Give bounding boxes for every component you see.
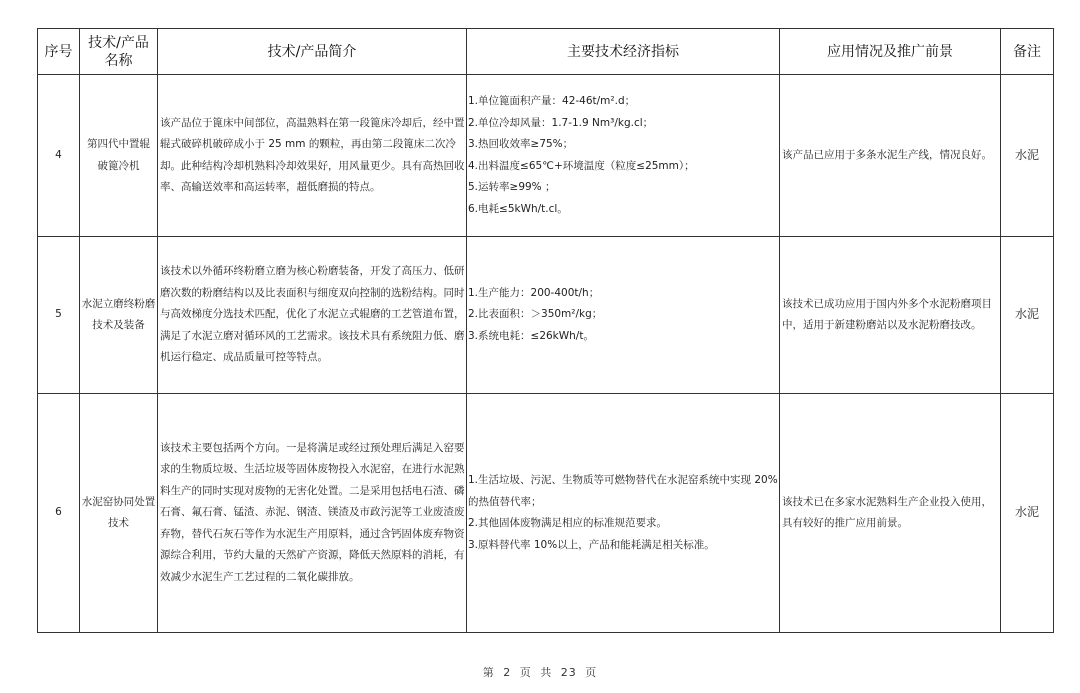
table-row [38, 394, 1054, 633]
row-note: 水泥 [1001, 237, 1054, 394]
table-row [38, 75, 1054, 237]
footer-label-ye: 页 [519, 666, 532, 679]
row-note: 水泥 [1001, 394, 1054, 633]
header-seq: 序号 [38, 29, 80, 75]
row-name: 水泥立磨终粉磨技术及装备 [80, 237, 158, 394]
row-seq: 4 [38, 75, 80, 237]
row-note: 水泥 [1001, 75, 1054, 237]
row-desc: 该技术以外循环终粉磨立磨为核心粉磨装备，开发了高压力、低研磨次数的粉磨结构以及比表面积与细度双向控制的选粉结构。同时与高效梯度分选技术匹配，优化了水泥立式辊磨的工艺管道布置，满足了水泥立磨对循环风的工艺需求。该技术具有系统阻力低、磨机运行稳定、成品质量可控等特点。 [158, 237, 467, 394]
row-desc: 该技术主要包括两个方向。一是将满足或经过预处理后满足入窑要求的生物质垃圾、生活垃圾等固体废物投入水泥窑，在进行水泥熟料生产的同时实现对废物的无害化处置。二是采用包括电石渣、磷石膏、氟石膏、锰渣、赤泥、钢渣、镁渣及市政污泥等工业废渣废弃物，替代石灰石等作为水泥生产用原料，通过含钙固体废弃物资源综合利用，节约大量的天然矿产资源，降低天然原料的消耗，有效减少水泥生产工艺过程的二氧化碳排放。 [158, 394, 467, 633]
header-application: 应用情况及推广前景 [780, 29, 1001, 75]
page-footer [0, 664, 1080, 680]
technology-table [37, 28, 1054, 633]
table-header-row [38, 29, 1054, 75]
header-name: 技术/产品 名称 [80, 29, 158, 75]
footer-page-number: 2 [503, 666, 512, 679]
footer-label-gong: 共 [540, 666, 553, 679]
row-seq: 6 [38, 394, 80, 633]
row-application: 该技术已在多家水泥熟料生产企业投入使用，具有较好的推广应用前景。 [780, 394, 1001, 633]
row-application: 该技术已成功应用于国内外多个水泥粉磨项目中，适用于新建粉磨站以及水泥粉磨技改。 [780, 237, 1001, 394]
row-application: 该产品已应用于多条水泥生产线，情况良好。 [780, 75, 1001, 237]
row-seq: 5 [38, 237, 80, 394]
row-name: 第四代中置辊 破篦冷机 [80, 75, 158, 237]
header-note: 备注 [1001, 29, 1054, 75]
row-name: 水泥窑协同处置技术 [80, 394, 158, 633]
footer-label-di: 第 [482, 666, 495, 679]
row-indicators: 1.生产能力：200-400t/h； 2.比表面积：＞350m²/kg； 3.系统电耗：≤26kWh/t。 [467, 237, 780, 394]
header-desc: 技术/产品简介 [158, 29, 467, 75]
footer-label-ye-total: 页 [585, 666, 598, 679]
row-desc: 该产品位于篦床中间部位，高温熟料在第一段篦床冷却后，经中置辊式破碎机破碎成小于 25 mm 的颗粒，再由第二段篦床二次冷却。此种结构冷却机熟料冷却效果好，用风量更少。具有高热回收率、高输送效率和高运转率，超低磨损的特点。 [158, 75, 467, 237]
footer-total-pages: 23 [560, 666, 577, 679]
row-indicators: 1.单位篦面积产量：42-46t/m².d； 2.单位冷却风量：1.7-1.9 Nm³/kg.cl； 3.热回收效率≥75%； 4.出料温度≤65℃+环境温度（粒度≤25mm）； 5.运转率≥99% ； 6.电耗≤5kWh/t.cl。 [467, 75, 780, 237]
header-indicators: 主要技术经济指标 [467, 29, 780, 75]
table-row [38, 237, 1054, 394]
row-indicators: 1.生活垃圾、污泥、生物质等可燃物替代在水泥窑系统中实现 20%的热值替代率； 2.其他固体废物满足相应的标准规范要求。 3.原料替代率 10%以上，产品和能耗满足相关标准。 [467, 394, 780, 633]
